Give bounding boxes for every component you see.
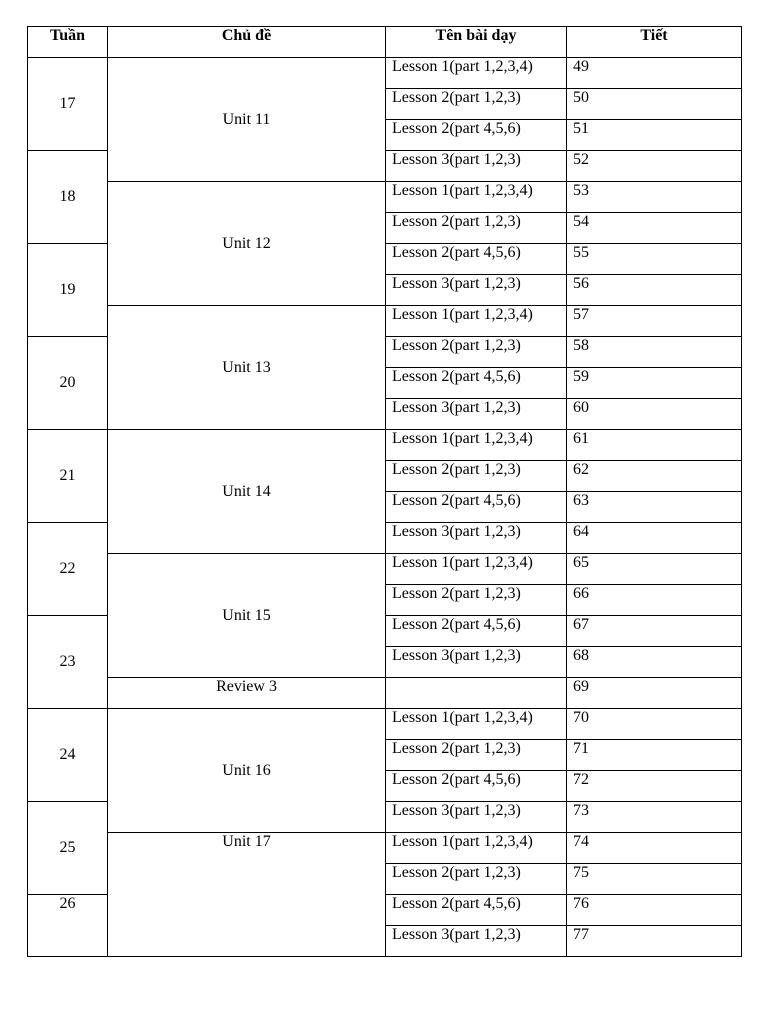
topic-cell: Review 3 — [108, 678, 386, 709]
week-cell: 25 — [28, 802, 108, 895]
table-row — [28, 306, 742, 337]
table-row — [28, 554, 742, 585]
lesson-cell: Lesson 3(part 1,2,3) — [386, 151, 567, 182]
lesson-cell: Lesson 2(part 4,5,6) — [386, 895, 567, 926]
week-cell: 24 — [28, 709, 108, 802]
period-cell: 53 — [567, 182, 742, 213]
period-cell: 52 — [567, 151, 742, 182]
lesson-cell: Lesson 3(part 1,2,3) — [386, 523, 567, 554]
week-cell: 22 — [28, 523, 108, 616]
table-row — [28, 182, 742, 213]
topic-cell: Unit 12 — [108, 182, 386, 306]
period-cell: 70 — [567, 709, 742, 740]
lesson-cell: Lesson 2(part 1,2,3) — [386, 337, 567, 368]
header-topic: Chủ đề — [108, 27, 386, 58]
period-cell: 57 — [567, 306, 742, 337]
table-row — [28, 709, 742, 740]
week-cell: 17 — [28, 58, 108, 151]
lesson-cell: Lesson 2(part 1,2,3) — [386, 213, 567, 244]
period-cell: 50 — [567, 89, 742, 120]
period-cell: 72 — [567, 771, 742, 802]
table-row — [28, 833, 742, 864]
header-lesson: Tên bài dạy — [386, 27, 567, 58]
lesson-cell: Lesson 1(part 1,2,3,4) — [386, 58, 567, 89]
period-cell: 59 — [567, 368, 742, 399]
table-row — [28, 58, 742, 89]
lesson-cell: Lesson 2(part 4,5,6) — [386, 616, 567, 647]
lesson-cell: Lesson 1(part 1,2,3,4) — [386, 182, 567, 213]
lesson-cell — [386, 678, 567, 709]
lesson-cell: Lesson 2(part 4,5,6) — [386, 244, 567, 275]
topic-cell: Unit 16 — [108, 709, 386, 833]
lesson-cell: Lesson 3(part 1,2,3) — [386, 275, 567, 306]
lesson-cell: Lesson 3(part 1,2,3) — [386, 926, 567, 957]
period-cell: 49 — [567, 58, 742, 89]
lesson-cell: Lesson 2(part 4,5,6) — [386, 368, 567, 399]
topic-cell: Unit 13 — [108, 306, 386, 430]
period-cell: 56 — [567, 275, 742, 306]
lesson-cell: Lesson 2(part 1,2,3) — [386, 585, 567, 616]
week-cell: 18 — [28, 151, 108, 244]
lesson-cell: Lesson 3(part 1,2,3) — [386, 399, 567, 430]
period-cell: 75 — [567, 864, 742, 895]
lesson-cell: Lesson 2(part 1,2,3) — [386, 461, 567, 492]
lesson-cell: Lesson 1(part 1,2,3,4) — [386, 430, 567, 461]
period-cell: 58 — [567, 337, 742, 368]
lesson-cell: Lesson 2(part 1,2,3) — [386, 864, 567, 895]
period-cell: 62 — [567, 461, 742, 492]
period-cell: 67 — [567, 616, 742, 647]
week-cell: 21 — [28, 430, 108, 523]
period-cell: 54 — [567, 213, 742, 244]
period-cell: 51 — [567, 120, 742, 151]
period-cell: 73 — [567, 802, 742, 833]
header-period: Tiết — [567, 27, 742, 58]
lesson-cell: Lesson 1(part 1,2,3,4) — [386, 306, 567, 337]
topic-cell: Unit 11 — [108, 58, 386, 182]
period-cell: 66 — [567, 585, 742, 616]
table-row — [28, 678, 742, 709]
period-cell: 55 — [567, 244, 742, 275]
topic-cell: Unit 17 — [108, 833, 386, 957]
period-cell: 65 — [567, 554, 742, 585]
week-cell: 26 — [28, 895, 108, 957]
lesson-cell: Lesson 1(part 1,2,3,4) — [386, 833, 567, 864]
period-cell: 64 — [567, 523, 742, 554]
period-cell: 71 — [567, 740, 742, 771]
lesson-cell: Lesson 1(part 1,2,3,4) — [386, 554, 567, 585]
lesson-cell: Lesson 3(part 1,2,3) — [386, 802, 567, 833]
header-row — [28, 27, 742, 58]
week-cell: 20 — [28, 337, 108, 430]
lesson-cell: Lesson 2(part 4,5,6) — [386, 492, 567, 523]
lesson-cell: Lesson 2(part 1,2,3) — [386, 740, 567, 771]
period-cell: 69 — [567, 678, 742, 709]
period-cell: 60 — [567, 399, 742, 430]
week-cell: 23 — [28, 616, 108, 709]
lesson-cell: Lesson 2(part 1,2,3) — [386, 89, 567, 120]
period-cell: 76 — [567, 895, 742, 926]
period-cell: 77 — [567, 926, 742, 957]
header-week: Tuần — [28, 27, 108, 58]
schedule-table — [27, 26, 742, 957]
period-cell: 61 — [567, 430, 742, 461]
period-cell: 68 — [567, 647, 742, 678]
lesson-cell: Lesson 2(part 4,5,6) — [386, 771, 567, 802]
table-row — [28, 430, 742, 461]
week-cell: 19 — [28, 244, 108, 337]
period-cell: 74 — [567, 833, 742, 864]
topic-cell: Unit 15 — [108, 554, 386, 678]
lesson-cell: Lesson 2(part 4,5,6) — [386, 120, 567, 151]
lesson-cell: Lesson 1(part 1,2,3,4) — [386, 709, 567, 740]
period-cell: 63 — [567, 492, 742, 523]
topic-cell: Unit 14 — [108, 430, 386, 554]
lesson-cell: Lesson 3(part 1,2,3) — [386, 647, 567, 678]
